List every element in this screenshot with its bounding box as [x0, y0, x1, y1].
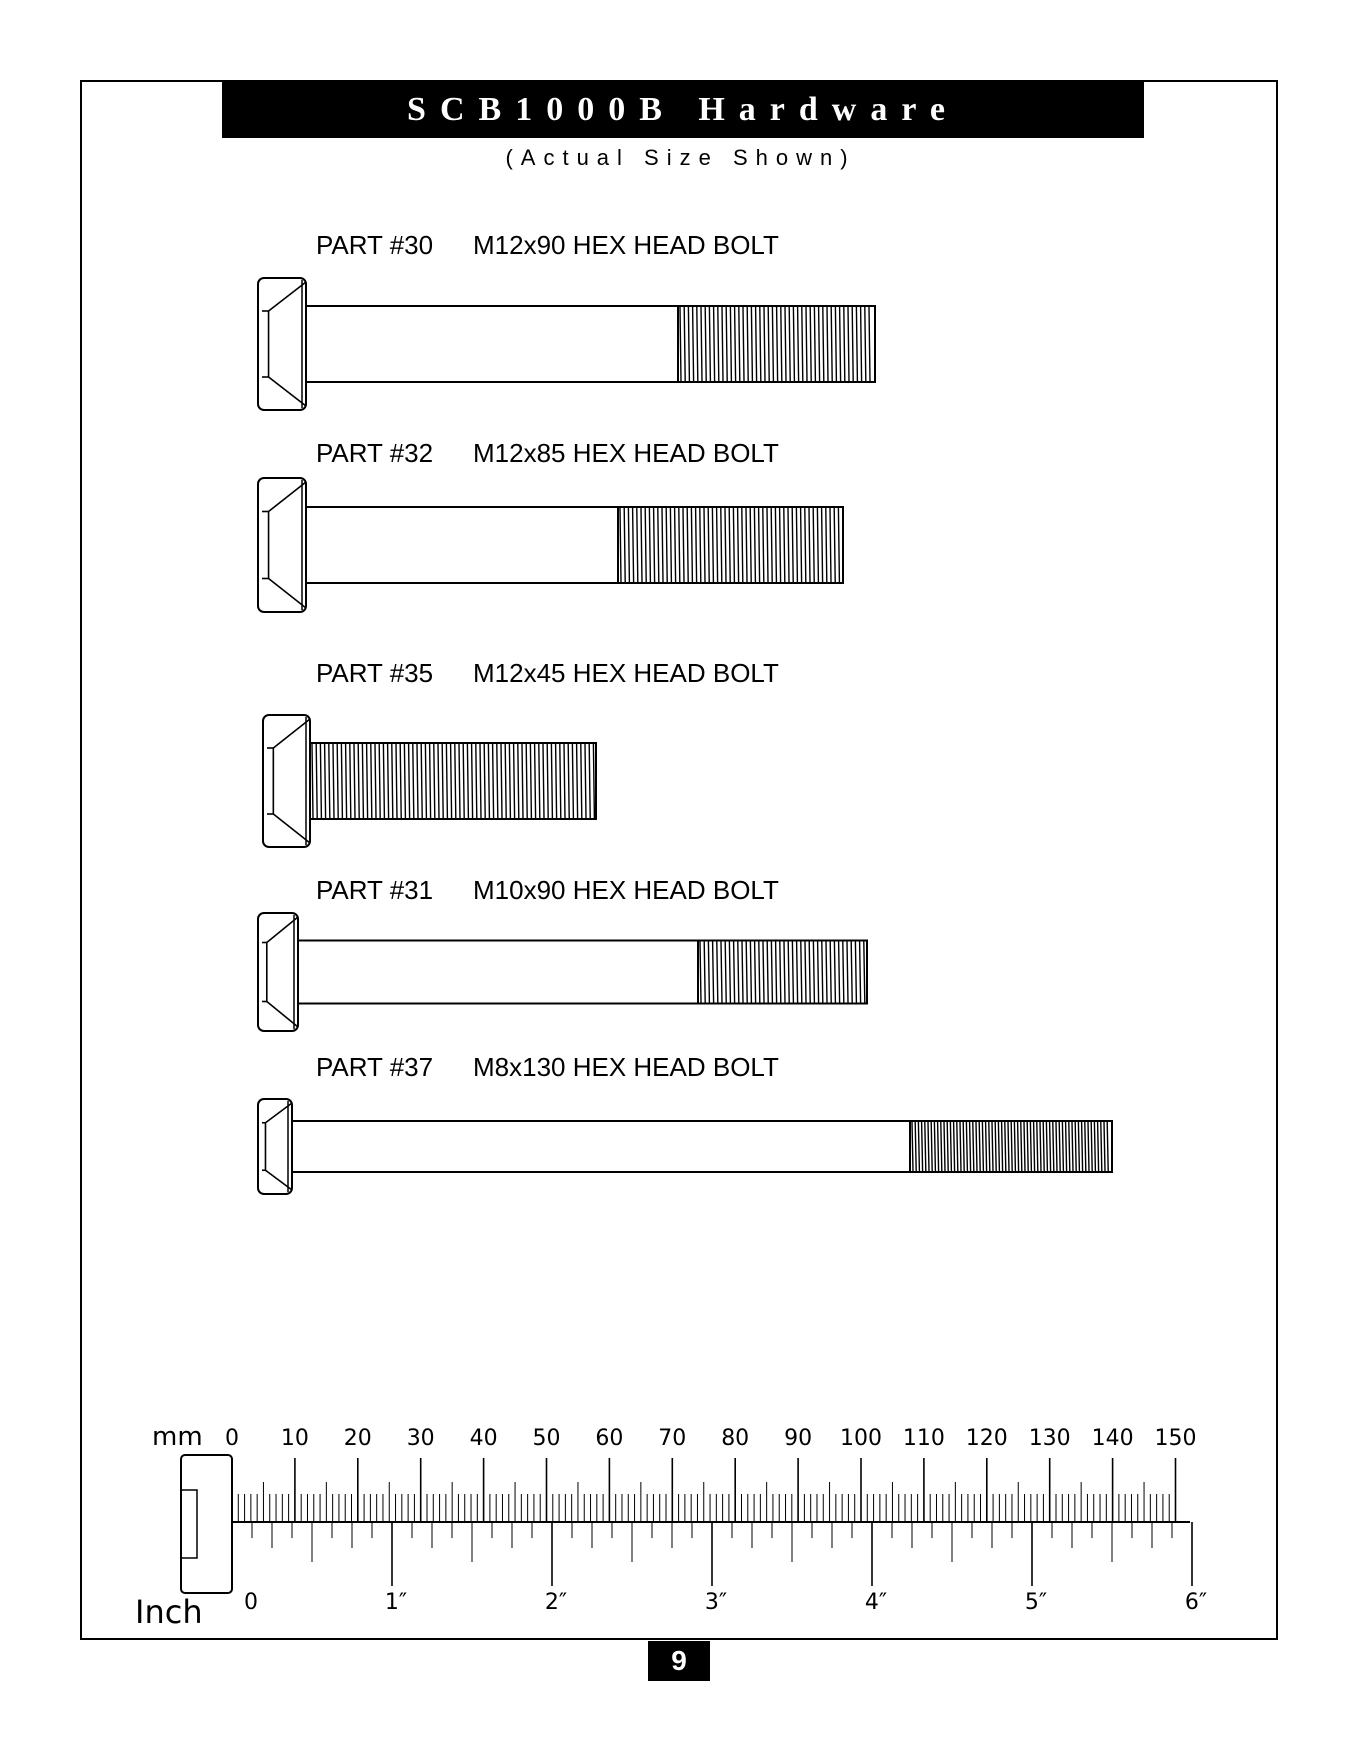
ruler-inch-label: Inch: [135, 1593, 203, 1631]
part-number: PART #31: [316, 875, 434, 905]
bolt-shank: [292, 1121, 910, 1172]
part-description: M8x130 HEX HEAD BOLT: [473, 1052, 779, 1082]
part-number: PART #30: [316, 230, 434, 260]
page-number: [648, 1641, 710, 1681]
ruler-mm-tick-label: 50: [532, 1426, 561, 1451]
ruler-mm-tick-label: 60: [595, 1426, 624, 1451]
bolt: [258, 278, 875, 410]
ruler-inch-tick-label: 1″: [384, 1590, 408, 1615]
part-description: M12x85 HEX HEAD BOLT: [473, 438, 779, 468]
ruler-mm-tick-label: 70: [658, 1426, 687, 1451]
bolt: [258, 478, 843, 612]
bolt-head: [258, 478, 306, 612]
part-description: M12x45 HEX HEAD BOLT: [473, 658, 779, 688]
bolt: [263, 715, 596, 847]
part-number: PART #32: [316, 438, 434, 468]
bolt-shank: [306, 306, 678, 382]
ruler-inch-tick-label: 0: [244, 1590, 258, 1615]
ruler-mm-tick-label: 100: [840, 1426, 882, 1451]
bolt-thread: [910, 1121, 1112, 1172]
bolt-head: [258, 913, 298, 1031]
ruler-mm-tick-label: 30: [406, 1426, 435, 1451]
page-subtitle: (Actual Size Shown): [505, 145, 856, 170]
ruler-mm-tick-label: 90: [784, 1426, 813, 1451]
bolt-head: [258, 1099, 292, 1194]
ruler-mm-tick-label: 80: [721, 1426, 750, 1451]
measurement-ruler: [135, 1422, 1207, 1631]
part-number: PART #37: [316, 1052, 434, 1082]
bolt-thread: [618, 507, 843, 583]
page-title-text: SCB1000B Hardware: [407, 91, 959, 128]
ruler-mm-label: mm: [152, 1422, 203, 1452]
bolt-thread: [698, 941, 867, 1004]
ruler-mm-tick-label: 0: [225, 1426, 239, 1451]
ruler-inch-tick-label: 5″: [1024, 1590, 1048, 1615]
ruler-inch-tick-label: 4″: [864, 1590, 888, 1615]
bolt-shank: [298, 941, 698, 1004]
bolt: [258, 913, 867, 1031]
part-description: M12x90 HEX HEAD BOLT: [473, 230, 779, 260]
part-number: PART #35: [316, 658, 434, 688]
ruler-mm-tick-label: 150: [1154, 1426, 1197, 1451]
ruler-bolt-head: [181, 1455, 232, 1593]
ruler-inch-tick-label: 6″: [1184, 1590, 1208, 1615]
bolt-drawings: [258, 278, 1112, 1194]
ruler-mm-tick-label: 40: [469, 1426, 498, 1451]
ruler-mm-tick-label: 10: [280, 1426, 309, 1451]
ruler-mm-tick-label: 20: [343, 1426, 372, 1451]
bolt-head: [263, 715, 310, 847]
ruler-mm-tick-label: 130: [1028, 1426, 1071, 1451]
bolt-head: [258, 278, 306, 410]
ruler-inch-tick-label: 2″: [544, 1590, 568, 1615]
ruler-mm-tick-label: 140: [1091, 1426, 1134, 1451]
bolt-thread: [678, 306, 875, 382]
ruler-inch-tick-label: 3″: [704, 1590, 728, 1615]
bolt-shank: [306, 507, 618, 583]
bolt: [258, 1099, 1112, 1194]
bolt-thread: [310, 743, 596, 819]
page-number-text: 9: [671, 1645, 687, 1676]
part-description: M10x90 HEX HEAD BOLT: [473, 875, 779, 905]
ruler-mm-tick-label: 120: [965, 1426, 1008, 1451]
ruler-mm-tick-label: 110: [902, 1426, 945, 1451]
